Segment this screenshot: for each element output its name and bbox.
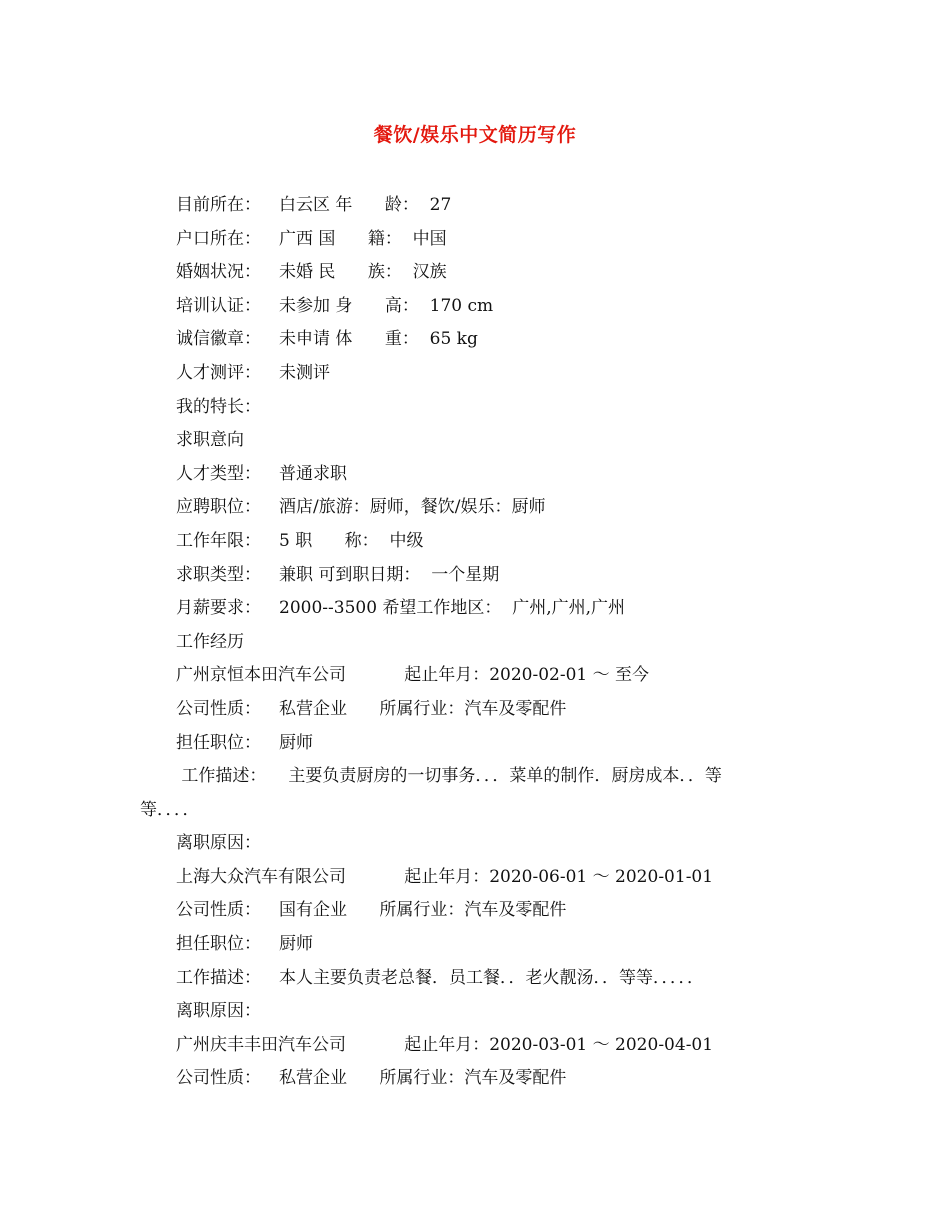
job-entry-company-type: [0, 1062, 950, 1096]
row-label: 担任职位：: [176, 732, 261, 753]
row-value: 私营企业 所属行业：汽车及零配件: [279, 1068, 567, 1089]
resume-row-current-location: [0, 189, 950, 223]
row-value: 未婚 民 族： 汉族: [279, 262, 447, 283]
row-value: 未测评: [279, 362, 330, 383]
section-heading-job-intention: [0, 424, 950, 458]
company-name: 广州京恒本田汽车公司: [176, 665, 346, 686]
job-entry-position: [0, 928, 950, 962]
row-label: 培训认证：: [176, 295, 261, 316]
job-entry-company-type: [0, 894, 950, 928]
resume-row-talent-type: [0, 458, 950, 492]
row-label: 工作年限：: [176, 530, 261, 551]
row-label: 人才类型：: [176, 463, 261, 484]
row-label: 婚姻状况：: [176, 262, 261, 283]
row-value: 主要负责厨房的一切事务．．．菜单的制作．厨房成本．．等: [283, 766, 722, 787]
row-value: 兼职 可到职日期： 一个星期: [279, 564, 500, 585]
row-value: 2000--3500 希望工作地区： 广州,广州,广州: [279, 598, 626, 619]
row-label: 离职原因：: [176, 833, 261, 854]
row-value: 国有企业 所属行业：汽车及零配件: [279, 900, 567, 921]
job-period: 起止年月：2020-02-01 ～ 至今: [361, 665, 650, 686]
row-label: 公司性质：: [176, 698, 261, 719]
job-entry-position: [0, 727, 950, 761]
resume-content: [0, 189, 950, 1096]
job-entry-company: [0, 861, 950, 895]
resume-row-salary: [0, 592, 950, 626]
resume-row-integrity-badge: [0, 323, 950, 357]
job-period: 起止年月：2020-06-01 ～ 2020-01-01: [361, 866, 714, 887]
row-label: 诚信徽章：: [176, 329, 261, 350]
row-label: 公司性质：: [176, 900, 261, 921]
row-label: 月薪要求：: [176, 598, 261, 619]
row-value: 厨师: [279, 934, 313, 955]
row-label: 户口所在：: [176, 228, 261, 249]
resume-row-talent-assessment: [0, 357, 950, 391]
row-value: 私营企业 所属行业：汽车及零配件: [279, 698, 567, 719]
row-label: 工作描述：: [176, 967, 261, 988]
job-entry-description: [0, 962, 950, 996]
resume-row-applied-position: [0, 491, 950, 525]
job-entry-company: [0, 659, 950, 693]
resume-row-job-type: [0, 559, 950, 593]
section-heading: 求职意向: [176, 430, 244, 451]
job-entry-company: [0, 1029, 950, 1063]
row-value: 白云区 年 龄： 27: [279, 195, 452, 215]
row-label: 工作描述：: [176, 766, 267, 787]
row-value: 广西 国 籍： 中国: [279, 228, 447, 249]
company-name: 上海大众汽车有限公司: [176, 866, 346, 887]
job-entry-company-type: [0, 693, 950, 727]
row-label: 目前所在：: [176, 195, 261, 215]
job-entry-leave-reason: [0, 827, 950, 861]
row-label: 离职原因：: [176, 1001, 261, 1022]
row-value: 未参加 身 高： 170 cm: [279, 295, 494, 316]
row-value: 厨师: [279, 732, 313, 753]
row-value: 未申请 体 重： 65 kg: [279, 329, 478, 350]
resume-row-household: [0, 223, 950, 257]
resume-row-marital-status: [0, 256, 950, 290]
row-value: 本人主要负责老总餐．员工餐．．老火靓汤．．等等．．．．．: [279, 967, 704, 988]
resume-row-work-years: [0, 525, 950, 559]
section-heading: 工作经历: [176, 631, 244, 652]
job-entry-leave-reason: [0, 995, 950, 1029]
row-value: 5 职 称： 中级: [279, 530, 424, 551]
row-label: 应聘职位：: [176, 497, 261, 518]
company-name: 广州庆丰丰田汽车公司: [176, 1034, 346, 1055]
row-value: 普通求职: [279, 463, 347, 484]
row-label: 担任职位：: [176, 934, 261, 955]
row-label: 求职类型：: [176, 564, 261, 585]
row-label: 我的特长：: [176, 396, 261, 417]
job-period: 起止年月：2020-03-01 ～ 2020-04-01: [361, 1034, 714, 1055]
row-value: 酒店/旅游：厨师，餐饮/娱乐：厨师: [279, 497, 546, 518]
row-label: 公司性质：: [176, 1068, 261, 1089]
resume-row-specialty: [0, 391, 950, 425]
wrapped-text: 等．．．．: [140, 799, 200, 820]
job-entry-description: [0, 760, 950, 794]
resume-row-training: [0, 290, 950, 324]
row-label: 人才测评：: [176, 362, 261, 383]
document-title: 餐饮/娱乐中文简历写作: [373, 124, 577, 146]
job-entry-description-continued: [0, 794, 950, 828]
section-heading-work-experience: [0, 626, 950, 660]
